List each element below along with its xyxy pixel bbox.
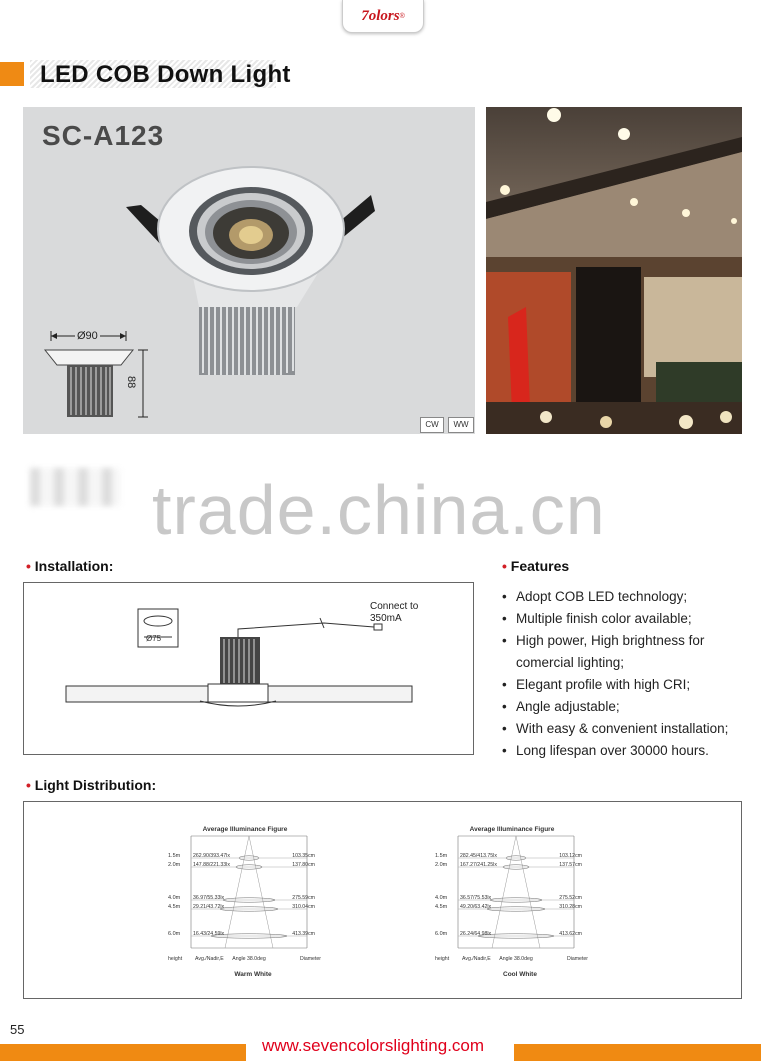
brand-logo bbox=[342, 0, 424, 33]
illuminance-value: 262.90/393.47lx bbox=[193, 853, 230, 859]
diameter-value: 413.39cm bbox=[292, 931, 315, 937]
feature-item-continuation: comercial lighting; bbox=[516, 655, 625, 670]
angle-label: Angle 38.0deg bbox=[499, 956, 533, 962]
feature-item: • With easy & convenient installation; bbox=[502, 718, 752, 740]
dimension-drawing bbox=[45, 331, 148, 417]
feature-item: • Adopt COB LED technology; bbox=[502, 586, 752, 608]
illuminance-value: 49.20/63.42lx bbox=[460, 904, 492, 910]
diameter-value: 275.52cm bbox=[559, 895, 582, 901]
height-value: 2.0m bbox=[168, 862, 181, 868]
angle-label: Angle 38.0deg bbox=[232, 956, 266, 962]
height-axis-label: height bbox=[168, 956, 183, 962]
model-number: SC-A123 bbox=[42, 120, 165, 151]
cut-out-size-label: Ø75 bbox=[146, 634, 162, 643]
illuminance-value: 29.21/43.72lx bbox=[193, 904, 225, 910]
diameter-value: 413.62cm bbox=[559, 931, 582, 937]
illuminance-figure-svg bbox=[432, 822, 592, 982]
height-value: 4.5m bbox=[168, 904, 181, 910]
diameter-value: 103.12cm bbox=[559, 853, 582, 859]
illuminance-figure-svg bbox=[165, 822, 325, 982]
installation-heading-text: Installation: bbox=[34, 558, 114, 574]
blurred-heading bbox=[30, 468, 120, 506]
downlight-illustration bbox=[23, 107, 475, 434]
height-value: 6.0m bbox=[168, 931, 181, 937]
height-axis-label: height bbox=[435, 956, 450, 962]
avg-axis-label: Avg./Nadir,E bbox=[195, 956, 224, 962]
illuminance-value: 36.57/75.53lx bbox=[460, 895, 492, 901]
diameter-dimension-label: Ø90 bbox=[77, 330, 98, 342]
illuminance-value: 282.45/413.75lx bbox=[460, 853, 497, 859]
badge-cw: CW bbox=[420, 417, 444, 433]
height-value: 6.0m bbox=[435, 931, 448, 937]
illuminance-value: 16.43/24.59lx bbox=[193, 931, 225, 937]
logo-text: 7olors bbox=[361, 7, 400, 24]
diameter-value: 310.04cm bbox=[292, 904, 315, 910]
title-accent-block bbox=[0, 62, 24, 86]
features-list bbox=[502, 586, 752, 762]
light-distribution-heading-text: Light Distribution: bbox=[34, 777, 157, 793]
illuminance-value: 36.97/55.33lx bbox=[193, 895, 225, 901]
diameter-value: 275.59cm bbox=[292, 895, 315, 901]
height-value: 4.0m bbox=[168, 895, 181, 901]
connect-note-line-1: Connect to bbox=[370, 601, 419, 612]
feature-item: • Angle adjustable; bbox=[502, 696, 752, 718]
connect-note bbox=[370, 601, 418, 625]
height-dimension-label: 88 bbox=[125, 376, 137, 389]
height-value: 1.5m bbox=[435, 853, 448, 859]
height-value: 2.0m bbox=[435, 862, 448, 868]
height-value: 4.0m bbox=[435, 895, 448, 901]
diameter-value: 310.28cm bbox=[559, 904, 582, 910]
product-image-panel bbox=[23, 107, 475, 434]
badge-ww: WW bbox=[448, 417, 474, 433]
light-distribution-heading: • Light Distribution: bbox=[26, 777, 157, 793]
website-link[interactable]: www.sevencolorslighting.com bbox=[262, 1036, 485, 1055]
diameter-value: 103.35cm bbox=[292, 853, 315, 859]
avg-axis-label: Avg./Nadir,E bbox=[462, 956, 491, 962]
diameter-axis-label: Diameter bbox=[566, 956, 588, 962]
feature-item: • Long lifespan over 30000 hours. bbox=[502, 740, 752, 762]
illuminance-figure-warm bbox=[165, 822, 325, 982]
page-title: LED COB Down Light bbox=[40, 61, 291, 88]
figure-caption: Cool White bbox=[503, 971, 537, 978]
installation-heading: • Installation: bbox=[26, 558, 114, 574]
logo-registered-mark: ® bbox=[399, 12, 405, 20]
feature-item: • Multiple finish color available; bbox=[502, 608, 752, 630]
illuminance-value: 147.88/221.33lx bbox=[193, 862, 230, 868]
connect-note-line-2: 350mA bbox=[370, 613, 402, 624]
light-distribution-box bbox=[23, 801, 742, 999]
figure-caption: Warm White bbox=[234, 971, 272, 978]
height-value: 4.5m bbox=[435, 904, 448, 910]
diameter-value: 137.57cm bbox=[559, 862, 582, 868]
diameter-axis-label: Diameter bbox=[299, 956, 321, 962]
illuminance-value: 26.24/64.98lx bbox=[460, 931, 492, 937]
height-value: 1.5m bbox=[168, 853, 181, 859]
room-photo-illustration bbox=[486, 107, 742, 434]
feature-item: • High power, High brightness for bbox=[502, 630, 752, 652]
figure-title: Average Illuminance Figure bbox=[469, 826, 555, 833]
feature-item: • Elegant profile with high CRI; bbox=[502, 674, 752, 696]
figure-title: Average Illuminance Figure bbox=[202, 826, 288, 833]
illuminance-value: 167.27/241.25lx bbox=[460, 862, 497, 868]
features-heading-text: Features bbox=[510, 558, 570, 574]
illuminance-figure-cool bbox=[432, 822, 592, 982]
features-heading: • Features bbox=[502, 558, 570, 574]
diameter-value: 137.80cm bbox=[292, 862, 315, 868]
page-number: 55 bbox=[10, 1022, 25, 1037]
application-photo bbox=[486, 107, 742, 434]
watermark-text: trade.china.cn bbox=[152, 471, 606, 549]
